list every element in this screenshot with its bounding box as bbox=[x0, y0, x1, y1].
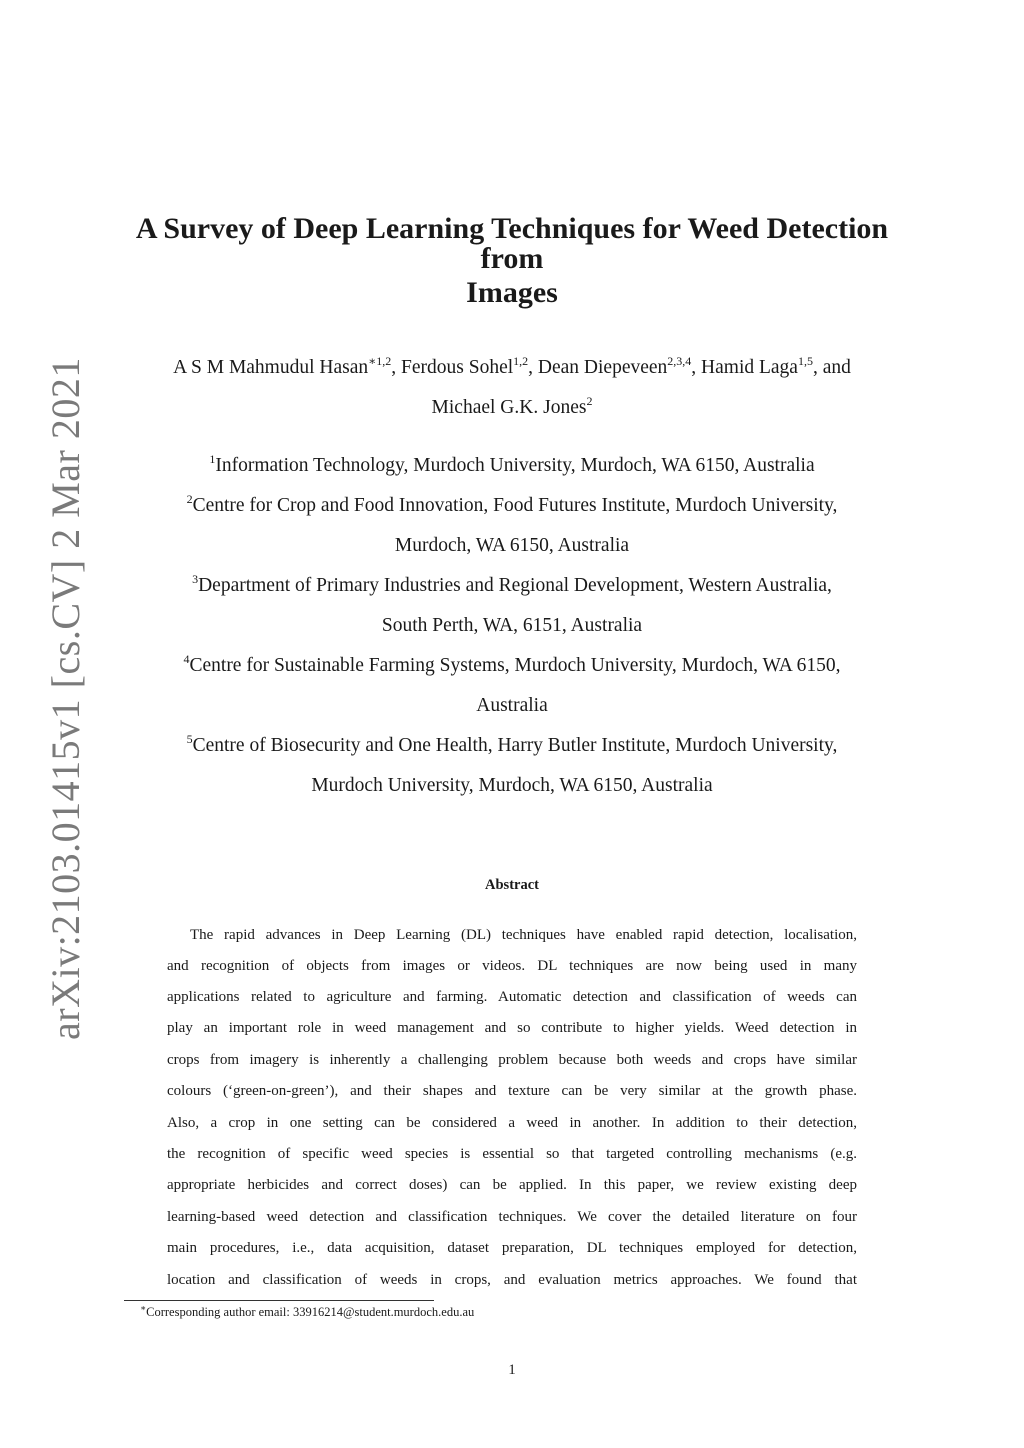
author-affiliation-mark: 2,3,4 bbox=[667, 354, 692, 368]
abstract-line: Also, a crop in one setting can be considered a weed in another. In addition to their detection, bbox=[167, 1115, 857, 1131]
arxiv-identifier-stamp: arXiv:2103.01415v1 [cs.CV] 2 Mar 2021 bbox=[43, 357, 88, 1040]
abstract-line: play an important role in weed management and so contribute to higher yields. Weed detection in bbox=[167, 1020, 857, 1036]
affiliation-4 bbox=[112, 652, 912, 676]
abstract-line: and recognition of objects from images or videos. DL techniques are now being used in many bbox=[167, 958, 857, 974]
author-affiliation-mark: ∗1,2 bbox=[368, 354, 392, 368]
page-number: 1 bbox=[508, 1362, 516, 1378]
author-name: A S M Mahmudul Hasan bbox=[173, 357, 369, 378]
abstract-line: applications related to agriculture and farming. Automatic detection and classification of weeds can bbox=[167, 989, 857, 1005]
affiliation-number: 2 bbox=[186, 492, 193, 506]
affiliation-text: Centre for Sustainable Farming Systems, Murdoch University, Murdoch, WA 6150, bbox=[189, 655, 841, 676]
abstract-line: the recognition of specific weed species is essential so that targeted controlling mechanisms (e.g. bbox=[167, 1146, 857, 1162]
footnote-mark: ∗ bbox=[140, 1303, 147, 1313]
footnote-divider bbox=[124, 1300, 434, 1301]
abstract-line: learning-based weed detection and classification techniques. We cover the detailed literature on four bbox=[167, 1209, 857, 1225]
author-affiliation-mark: 1,2 bbox=[513, 354, 529, 368]
author-list-line-1 bbox=[112, 354, 912, 378]
affiliation-2 bbox=[112, 492, 912, 516]
affiliation-text: Information Technology, Murdoch University, Murdoch, WA 6150, Australia bbox=[215, 455, 815, 476]
footnote-text: Corresponding author email: 33916214@student.murdoch.edu.au bbox=[146, 1305, 475, 1319]
author-separator: , bbox=[691, 357, 702, 378]
affiliation-text: Department of Primary Industries and Regional Development, Western Australia, bbox=[198, 575, 832, 596]
abstract-line: appropriate herbicides and correct doses) can be applied. In this paper, we review existing deep bbox=[167, 1177, 857, 1193]
author-separator: , bbox=[391, 357, 402, 378]
affiliation-text: Centre of Biosecurity and One Health, Harry Butler Institute, Murdoch University, bbox=[192, 735, 838, 756]
paper-title-line-1: A Survey of Deep Learning Techniques for Weed Detection from bbox=[135, 212, 889, 275]
paper-title-line-2: Images bbox=[466, 276, 558, 309]
abstract-line: main procedures, i.e., data acquisition, dataset preparation, DL techniques employed for detection, bbox=[167, 1240, 857, 1256]
abstract-line: location and classification of weeds in crops, and evaluation metrics approaches. We found that bbox=[167, 1272, 857, 1288]
abstract-heading: Abstract bbox=[485, 877, 539, 893]
affiliation-number: 4 bbox=[183, 652, 190, 666]
affiliation-number: 5 bbox=[186, 732, 193, 746]
footnote bbox=[140, 1303, 475, 1319]
affiliation-5-continued: Murdoch University, Murdoch, WA 6150, Australia bbox=[311, 775, 713, 796]
affiliation-number: 3 bbox=[192, 572, 199, 586]
author-list-line-2 bbox=[112, 394, 912, 418]
affiliation-5 bbox=[112, 732, 912, 756]
affiliation-2-continued: Murdoch, WA 6150, Australia bbox=[394, 535, 630, 556]
author-name: Hamid Laga bbox=[701, 357, 798, 378]
affiliation-number: 1 bbox=[209, 452, 216, 466]
author-name: Ferdous Sohel bbox=[401, 357, 514, 378]
author-affiliation-mark: 1,5 bbox=[797, 354, 813, 368]
author-affiliation-mark: 2 bbox=[586, 394, 593, 408]
abstract-line: crops from imagery is inherently a challenging problem because both weeds and crops have similar bbox=[167, 1052, 857, 1068]
author-name: Michael G.K. Jones bbox=[431, 397, 587, 418]
abstract-line: The rapid advances in Deep Learning (DL) techniques have enabled rapid detection, localisation, bbox=[190, 927, 857, 943]
affiliation-3-continued: South Perth, WA, 6151, Australia bbox=[381, 615, 643, 636]
affiliation-text: Centre for Crop and Food Innovation, Food Futures Institute, Murdoch University, bbox=[192, 495, 838, 516]
affiliation-4-continued: Australia bbox=[476, 695, 548, 716]
abstract-line: colours (‘green-on-green’), and their shapes and texture can be very similar at the growth phase. bbox=[167, 1083, 857, 1099]
author-separator: , and bbox=[812, 357, 851, 378]
author-name: Dean Diepeveen bbox=[537, 357, 668, 378]
author-separator: , bbox=[528, 357, 538, 378]
affiliation-1 bbox=[112, 452, 912, 476]
affiliation-3 bbox=[112, 572, 912, 596]
